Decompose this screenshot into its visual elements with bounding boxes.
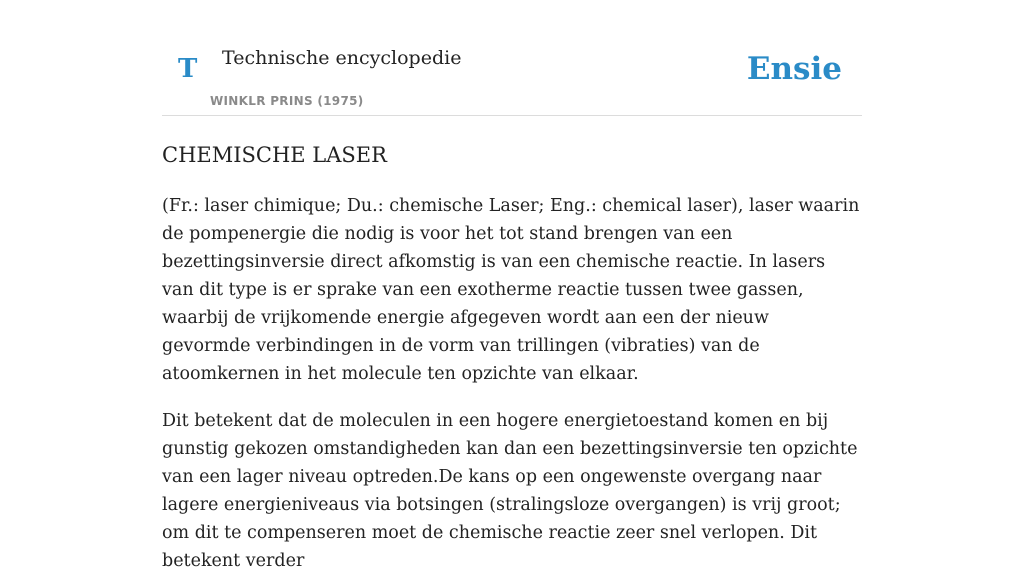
article-title: CHEMISCHE LASER [162, 143, 387, 167]
article-paragraph-1: (Fr.: laser chimique; Du.: chemische Laser; Eng.: chemical laser), laser waarin de pompenergie die nodig is voor het tot stand brengen van een bezettingsinversie direct afkomstig is van een chemische reactie. In lasers van dit type is er sprake van een exotherme reactie tussen twee gassen, waarbij de vrijkomende energie afgegeven wordt aan een der nieuw gevormde verbindingen in de vorm van trillingen (vibraties) van de atoomkernen in het molecule ten opzichte van elkaar. [162, 196, 860, 384]
book-source-label: WINKLR PRINS (1975) [210, 94, 364, 108]
article-paragraph-2: Dit betekent dat de moleculen in een hogere energietoestand komen en bij gunstig gekozen omstandigheden kan dan een bezettingsinversie ten opzichte van een lager niveau optreden.De kans op een ongewenste overgang naar lagere energieniveaus via botsingen (stralingsloze overgangen) is vrij groot; om dit te compenseren moet de chemische reactie zeer snel verlopen. Dit betekent verder [162, 411, 858, 571]
article [162, 140, 862, 575]
book-header [162, 0, 862, 116]
book-logo-icon[interactable]: T [178, 54, 198, 84]
ensie-brand-logo[interactable]: Ensie [746, 51, 842, 87]
book-title-link[interactable]: Technische encyclopedie [222, 47, 462, 69]
